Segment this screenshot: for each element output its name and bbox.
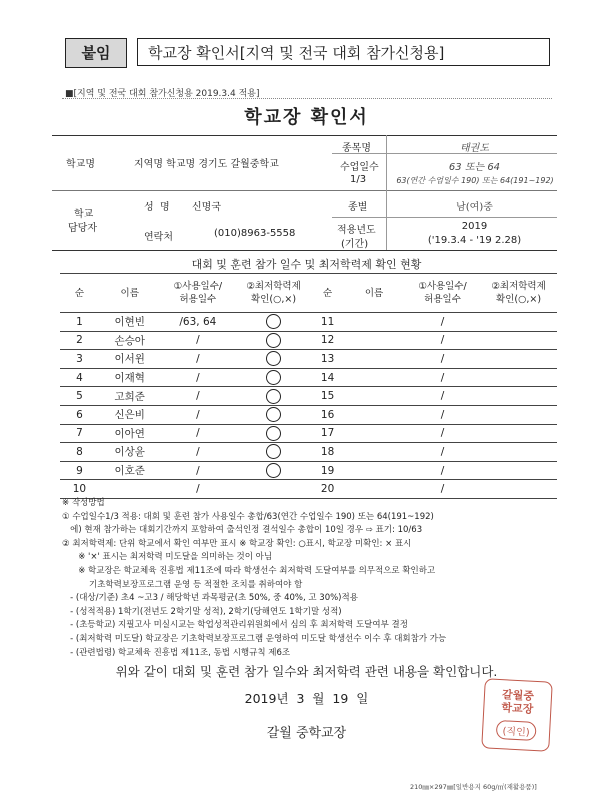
grade-check	[480, 443, 557, 462]
row-number: 15	[312, 387, 343, 406]
status-header-row-left	[60, 274, 312, 313]
row-number: 4	[60, 368, 99, 387]
status-table-right	[312, 273, 557, 499]
row-number: 13	[312, 350, 343, 369]
status-row	[60, 461, 312, 480]
contact-label: 연락처	[144, 232, 173, 243]
grade-check	[480, 368, 557, 387]
status-row	[60, 443, 312, 462]
header-no: 순	[312, 274, 343, 313]
row-number: 9	[60, 461, 99, 480]
status-row	[312, 443, 557, 462]
document-title: 학교장 확인서	[244, 107, 369, 128]
label-col-rule	[386, 135, 387, 250]
check-circle-mark	[266, 351, 281, 366]
student-name	[343, 405, 405, 424]
student-name: 이현빈	[99, 313, 161, 332]
grade-check	[235, 480, 312, 499]
header-days-line1: ①사용일수/	[173, 281, 223, 292]
row-number: 20	[312, 480, 343, 499]
method-line: 에) 현재 참가하는 대회기간까지 포함하여 출석인정 결석일수 총합이 10일 경우 ⇨ 표기: 10/63	[62, 525, 423, 536]
check-circle-mark	[266, 333, 281, 348]
student-name	[343, 443, 405, 462]
days-used: /	[405, 350, 480, 369]
status-title: 대회 및 훈련 참가 일수 및 최저학력제 확인 현황	[191, 258, 422, 271]
days-used: /	[161, 368, 236, 387]
header-name: 이름	[343, 274, 405, 313]
method-line: - (최저학력 미도달) 학교장은 기초학력보장프로그램 운영하여 미도달 학생선수 이수 후 대회참가 가능	[62, 633, 447, 644]
check-circle-mark	[266, 407, 281, 422]
method-line: ※ 학교장은 학교체육 진흥법 제11조에 따라 학생선수 최저학력 도달여부를 의무적으로 확인하고	[62, 565, 436, 576]
row-number: 12	[312, 331, 343, 350]
principal-name: 갈월 중학교장	[266, 726, 347, 741]
info-section	[52, 135, 557, 253]
seal-line-2: 학교장	[501, 701, 534, 716]
header-grade-line2: 확인(○,×)	[496, 294, 542, 305]
method-line: - (대상/기준) 초4 ~고3 / 해당학년 과목평균(초 50%, 중 40%, 고 30%)적용	[62, 593, 358, 604]
status-row	[60, 387, 312, 406]
year-label-2: (기간)	[341, 239, 369, 250]
staff-label-2: 담당자	[68, 223, 97, 234]
event-label: 종목명	[342, 143, 371, 154]
student-name: 신은비	[99, 405, 161, 424]
status-row	[312, 331, 557, 350]
status-row	[60, 368, 312, 387]
grade-check	[480, 331, 557, 350]
grade-check	[480, 480, 557, 499]
method-line: - (초등학교) 지필고사 미실시교는 학업성적관리위원회에서 심의 후 최저학력 도달여부 결정	[62, 620, 408, 631]
days-label-2: 1/3	[350, 174, 367, 185]
year-value-2: ('19.3.4 - '19 2.28)	[427, 235, 522, 246]
header-name: 이름	[99, 274, 161, 313]
seal-line-1: 갈월중	[501, 688, 535, 703]
sign-date: 2019년 3 월 19 일	[244, 691, 369, 706]
grade-check	[480, 405, 557, 424]
status-row	[312, 405, 557, 424]
grade-check	[480, 350, 557, 369]
student-name	[343, 331, 405, 350]
row-number: 18	[312, 443, 343, 462]
header-grade	[480, 274, 557, 313]
grade-check	[235, 461, 312, 480]
row-number: 2	[60, 331, 99, 350]
header-days-line2: 허용일수	[424, 294, 461, 305]
header-no: 순	[60, 274, 99, 313]
status-row	[60, 480, 312, 499]
writing-method	[62, 497, 562, 660]
row-number: 19	[312, 461, 343, 480]
grade-check	[235, 387, 312, 406]
days-used: /	[405, 313, 480, 332]
student-name: 손승아	[99, 331, 161, 350]
days-used: /	[161, 405, 236, 424]
seal-line-3: (직인)	[496, 720, 536, 741]
info-bottom-rule	[52, 250, 557, 251]
row-number: 7	[60, 424, 99, 443]
header-grade-line1: ②최저학력제	[491, 281, 546, 292]
row-number: 14	[312, 368, 343, 387]
official-seal	[481, 678, 553, 751]
status-row	[312, 424, 557, 443]
method-title: ※ 작성방법	[62, 498, 105, 508]
grade-check	[235, 443, 312, 462]
method-line: ② 최저학력제: 단위 학교에서 확인 여부만 표시 ※ 학교장 확인: ○표시, 학교장 미확인: × 표시	[62, 538, 412, 549]
days-used: /	[405, 461, 480, 480]
student-name	[343, 350, 405, 369]
student-name: 고희준	[99, 387, 161, 406]
info-top-rule	[52, 135, 557, 136]
days-used: /	[161, 424, 236, 443]
student-name	[99, 480, 161, 499]
status-table-left	[60, 273, 312, 499]
status-row	[60, 313, 312, 332]
status-row	[312, 313, 557, 332]
row-number: 10	[60, 480, 99, 499]
row-number: 1	[60, 313, 99, 332]
year-label-1: 적용년도	[337, 225, 376, 236]
method-line: - (관련법령) 학교체육 진흥법 제11조, 동법 시행규칙 제6조	[62, 647, 291, 658]
check-circle-mark	[266, 370, 281, 385]
note-rule	[62, 98, 552, 99]
check-circle-mark	[266, 444, 281, 459]
gender-label: 종별	[348, 202, 368, 213]
days-value-2: 63(연간 수업일수 190) 또는 64(191~192)	[396, 176, 554, 185]
days-used: /	[405, 424, 480, 443]
grade-check	[235, 313, 312, 332]
check-circle-mark	[266, 389, 281, 404]
grade-check	[235, 368, 312, 387]
days-used: /	[405, 331, 480, 350]
attachment-tag: 붙임	[65, 38, 127, 68]
days-value-1: 63 또는 64	[448, 162, 501, 173]
row-number: 3	[60, 350, 99, 369]
student-name: 이재혁	[99, 368, 161, 387]
student-name	[343, 480, 405, 499]
grade-check	[480, 424, 557, 443]
header-days-line2: 허용일수	[179, 294, 217, 305]
header-days	[161, 274, 236, 313]
days-used: /	[161, 461, 236, 480]
row-number: 8	[60, 443, 99, 462]
student-name: 이상윤	[99, 443, 161, 462]
grade-check	[235, 350, 312, 369]
method-line: - (성적적용) 1학기(전년도 2학기말 성적), 2학기(당해연도 1학기말 성적)	[62, 606, 342, 617]
contact-value: (010)8963-5558	[214, 228, 296, 239]
days-used: /	[405, 368, 480, 387]
days-used: /	[405, 387, 480, 406]
name-label: 성 명	[144, 202, 170, 213]
grade-check	[235, 405, 312, 424]
confirmation-statement: 위와 같이 대회 및 훈련 참가 일수와 최저학력 관련 내용을 확인합니다.	[115, 664, 498, 679]
staff-label-1: 학교	[74, 209, 94, 220]
days-used: /	[405, 405, 480, 424]
grade-check	[235, 331, 312, 350]
applicability-note: ■[지역 및 전국 대회 참가신청용 2019.3.4 적용]	[65, 89, 260, 99]
header-days-line1: ①사용일수/	[418, 281, 467, 292]
status-row	[312, 387, 557, 406]
header-grade-line2: 확인(○,×)	[251, 294, 297, 305]
days-used: /	[405, 480, 480, 499]
school-label: 학교명	[66, 159, 95, 170]
event-value: 태권도	[460, 143, 489, 154]
status-row	[312, 350, 557, 369]
header-grade	[235, 274, 312, 313]
status-row	[60, 331, 312, 350]
student-name	[343, 424, 405, 443]
student-name	[343, 387, 405, 406]
check-circle-mark	[266, 314, 281, 329]
paper-spec-footer: 210㎜×297㎜[일반용지 60g/㎡(재활용품)]	[410, 783, 537, 791]
status-row	[60, 405, 312, 424]
status-row	[60, 424, 312, 443]
method-line: ① 수업일수1/3 적용: 대회 및 훈련 참가 사용일수 총합/63(연간 수업일수 190) 또는 64(191~192)	[62, 511, 434, 522]
status-header-row-right	[312, 274, 557, 313]
status-row	[60, 350, 312, 369]
days-used: /	[161, 350, 236, 369]
check-circle-mark	[266, 426, 281, 441]
year-value-1: 2019	[461, 221, 488, 232]
days-used: /	[405, 443, 480, 462]
method-line: ※ '×' 표시는 최저학력 미도달을 의미하는 것이 아님	[62, 552, 273, 563]
grade-check	[235, 424, 312, 443]
student-name: 이호준	[99, 461, 161, 480]
student-name	[343, 313, 405, 332]
gender-row-rule	[332, 217, 557, 218]
grade-check	[480, 313, 557, 332]
student-name	[343, 461, 405, 480]
days-used: /	[161, 387, 236, 406]
name-value: 신명국	[192, 202, 221, 213]
row-number: 17	[312, 424, 343, 443]
row-number: 16	[312, 405, 343, 424]
row-number: 11	[312, 313, 343, 332]
grade-check	[480, 387, 557, 406]
status-row	[312, 368, 557, 387]
row-number: 5	[60, 387, 99, 406]
student-name: 이서윈	[99, 350, 161, 369]
status-row	[312, 461, 557, 480]
gender-value: 남(여)중	[456, 202, 493, 213]
school-value: 지역명 학교명 경기도 갈월중학교	[134, 159, 279, 170]
method-line: 기초학력보장프로그램 운영 등 적절한 조치를 취하여야 함	[62, 579, 303, 590]
method-lines	[62, 511, 562, 661]
days-label-1: 수업일수	[340, 162, 379, 173]
days-used: /63, 64	[161, 313, 236, 332]
header-grade-line1: ②최저학력제	[246, 281, 301, 292]
check-circle-mark	[266, 463, 281, 478]
info-mid-rule	[52, 190, 557, 191]
header-title: 학교장 확인서[지역 및 전국 대회 참가신청용]	[137, 38, 550, 66]
status-row	[312, 480, 557, 499]
student-name: 이아연	[99, 424, 161, 443]
row-number: 6	[60, 405, 99, 424]
days-used: /	[161, 480, 236, 499]
grade-check	[480, 461, 557, 480]
days-used: /	[161, 331, 236, 350]
student-name	[343, 368, 405, 387]
days-used: /	[161, 443, 236, 462]
header-days	[405, 274, 480, 313]
